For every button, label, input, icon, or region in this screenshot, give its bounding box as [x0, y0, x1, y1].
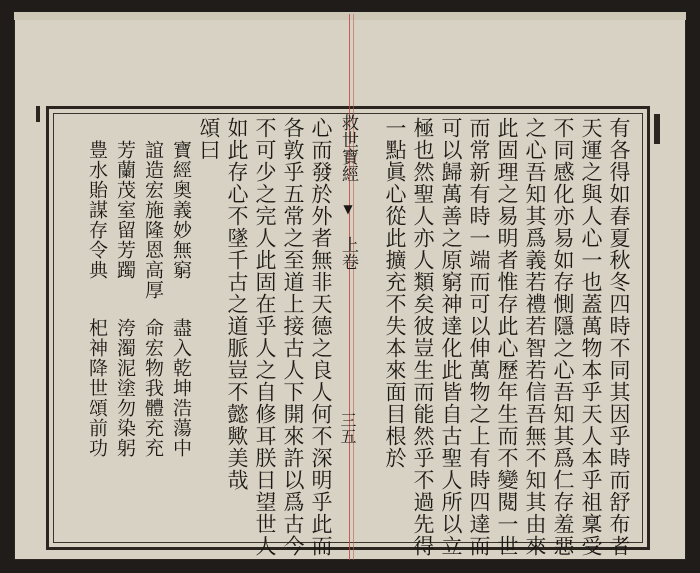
text-column-r2: 天運之與人心一也蓋萬物本乎天人本乎祖稟受 [579, 117, 603, 557]
text-column-r1: 有各得如春夏秋冬四時不同其因乎時而舒布者 [607, 117, 631, 557]
text-column-r4: 之心吾知其爲義若禮若智若信吾無不知其由來 [523, 117, 547, 557]
text-column-r7: 可以歸萬善之原窮神達化此皆自古聖人所以立 [439, 117, 463, 557]
text-column-r3: 不同感化亦易如存惻隱之心吾知其爲仁存羞惡 [551, 117, 575, 557]
verse-line-1: 寶經奥義妙無窮 [170, 140, 192, 280]
verse-line-1b: 盡入乾坤浩蕩中 [170, 318, 192, 458]
frame-mark-left [36, 106, 40, 122]
text-column-r9: 一點眞心從此擴充不失本來面目根於 [383, 117, 407, 469]
verse-line-2: 誼造宏施隆恩高厚 [142, 140, 164, 300]
text-column-l4: 如此存心不墜千古之道脈豈不懿歟美哉 [225, 117, 249, 491]
spine-book-title: 救世寶經 [338, 114, 358, 182]
verse-heading: 頌曰 [197, 117, 221, 161]
text-column-r6: 而常新有時一端而可以伸萬物之上有時四達而 [467, 117, 491, 557]
text-column-l3: 不可少之完人此固在乎人之自修耳朕日望世人 [253, 117, 277, 557]
spine-title [336, 114, 361, 270]
verse-line-4: 豊水貽謀存令典 [86, 140, 108, 280]
fold-line [349, 14, 350, 560]
paper-top-edge [14, 12, 686, 20]
verse-line-4b: 𣏌神降世頌前功 [86, 318, 108, 458]
page-number: 三五 [338, 412, 357, 444]
fold-line-shadow [353, 14, 354, 560]
text-column-r5: 此固理之易明者惟存此心歷年生而不變閱一世 [495, 117, 519, 557]
verse-line-3: 芳蘭茂室留芳躅 [114, 140, 136, 280]
text-column-l2: 各敦乎五常之至道上接古人下開來許以爲古今 [281, 117, 305, 557]
text-column-r8: 極也然聖人亦人類矣彼豈生而能然乎不過先得 [411, 117, 435, 557]
verse-line-2b: 命宏物我體充充 [142, 318, 164, 458]
spine-volume: 上卷 [338, 236, 358, 270]
text-column-l1: 心而發於外者無非天德之良人何不深明乎此而 [309, 117, 333, 557]
fish-tail-mark-icon: ▼ [341, 202, 355, 216]
verse-line-3b: 洿濁泥塗勿染躬 [114, 318, 136, 458]
frame-mark-right [654, 114, 660, 144]
